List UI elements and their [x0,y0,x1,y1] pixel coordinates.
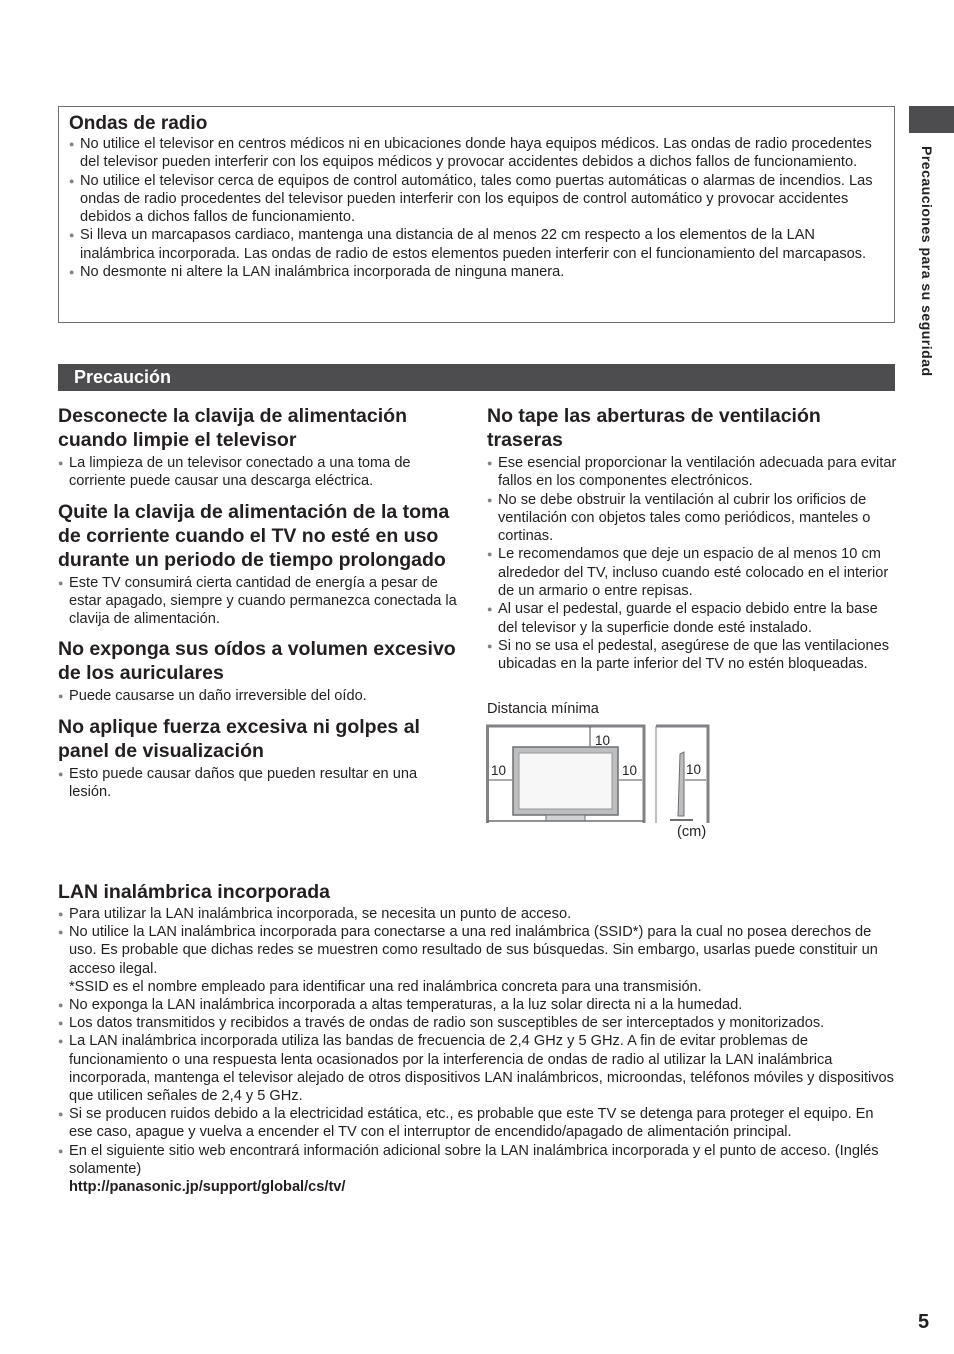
tv-screen [519,753,612,809]
list-item: ● Si se producen ruidos debido a la electricidad estática, etc., es probable que este TV se detenga para proteger el equipo. En ese caso, apague y vuelva a encender el TV con el interruptor de encendido/apagado de alimentación principal. [58,1105,898,1141]
radio-waves-title: Ondas de radio [69,113,208,134]
list-item: ● No exponga la LAN inalámbrica incorporada a altas temperaturas, a la luz solar directa ni a la humedad. [58,996,898,1014]
section-heading: Desconecte la clavija de alimentación cuando limpie el televisor [58,405,407,451]
section-list [58,687,458,705]
support-url-link[interactable]: http://panasonic.jp/support/global/cs/tv/ [69,1179,346,1196]
radio-waves-box [58,106,895,323]
caution-left-column [58,404,458,810]
list-item: ● La limpieza de un televisor conectado a una toma de corriente puede causar una descarga eléctrica. [58,454,458,491]
list-item: ● Le recomendamos que deje un espacio de al menos 10 cm alrededor del TV, incluso cuando esté colocado en el interior de un armario o entre repisas. [487,545,897,600]
list-item-text: No utilice la LAN inalámbrica incorporada para conectarse a una red inalámbrica (SSID*) para la cual no posea derechos de uso. Es probable que dichas redes se muestren como resultado de sus búsquedas. Sin embargo, usarlas puede constituir un acceso ilegal. [69,924,878,977]
list-item: ● Puede causarse un daño irreversible del oído. [58,687,458,705]
section-heading: No exponga sus oídos a volumen excesivo de los auriculares [58,638,456,685]
tv-stand [546,815,585,821]
list-item-text: En el siguiente sitio web encontrará información adicional sobre la LAN inalámbrica incorporada y el punto de acceso. (Inglés solamente) [69,1142,879,1177]
list-item [58,923,898,996]
list-item: ● Al usar el pedestal, guarde el espacio debido entre la base del televisor y la superficie donde esté instalado. [487,600,897,637]
wireless-lan-list [58,905,898,1196]
left-distance: 10 [491,763,507,778]
list-item: ● Los datos transmitidos y recibidos a través de ondas de radio son susceptibles de ser interceptados y monitorizados. [58,1014,898,1032]
caution-header-bar [58,364,895,391]
caution-title: Precaución [74,367,172,387]
section-tab [909,106,954,133]
diagram-caption: Distancia mínima [487,701,599,717]
list-item: ● La LAN inalámbrica incorporada utiliza las bandas de frecuencia de 2,4 GHz y 5 GHz. A fin de evitar problemas de funcionamiento o una respuesta lenta ocasionados por la interferencia de ondas de radio al utilizar la LAN inalámbrica incorporada, mantenga el televisor alejado de otros dispositivos LAN inalámbricos, microondas, teléfonos móviles y dispositivos que utilicen señales de 2,4 y 5 GHz. [58,1032,898,1105]
section-list [58,574,458,629]
list-item: ● No utilice el televisor cerca de equipos de control automático, tales como puertas automáticas o alarmas de incendios. Las ondas de radio procedentes del televisor pueden interferir con los equipos de control automático y provocar accidentes debidos a dichos fallos de funcionamiento. [69,172,884,227]
radio-waves-list [69,135,884,281]
list-item: ● Si lleva un marcapasos cardiaco, mantenga una distancia de al menos 22 cm respecto a los elementos de la LAN inalámbrica incorporada. Las ondas de radio de estos elementos pueden interferir con el funcionamiento del marcapasos. [69,226,884,263]
list-item: ● Esto puede causar daños que pueden resultar en una lesión. [58,765,458,802]
min-distance-diagram [486,724,712,824]
list-item: ● Ese esencial proporcionar la ventilación adecuada para evitar fallos en los componentes electrónicos. [487,454,897,491]
section-heading: No tape las aberturas de ventilación traseras [487,405,821,451]
list-item: ● Este TV consumirá cierta cantidad de energía a pesar de estar apagado, siempre y cuando permanezca conectada la clavija de alimentación. [58,574,458,629]
top-distance: 10 [595,733,611,748]
unit-label: (cm) [677,824,707,840]
caution-right-column [487,404,897,674]
section-list [58,454,458,491]
section-heading: Quite la clavija de alimentación de la toma de corriente cuando el TV no esté en uso durante un periodo de tiempo prolongado [58,500,450,571]
right-distance: 10 [622,763,638,778]
tv-side-icon [678,752,684,816]
section-list [58,765,458,802]
section-tab-label: Precauciones para su seguridad [919,146,935,377]
list-item: ● No utilice el televisor en centros médicos ni en ubicaciones donde haya equipos médicos. Las ondas de radio procedentes del televisor pueden interferir con los equipos médicos y provocar accidentes debidos a dichos fallos de funcionamiento. [69,135,884,172]
ssid-note: *SSID es el nombre empleado para identificar una red inalámbrica concreta para una transmisión. [69,978,702,995]
section-tab-label-wrap [909,146,939,436]
list-item: ● Para utilizar la LAN inalámbrica incorporada, se necesita un punto de acceso. [58,905,898,923]
page-number: 5 [918,1311,930,1333]
wireless-lan-section [58,880,898,1196]
list-item: ● No se debe obstruir la ventilación al cubrir los orificios de ventilación con objetos tales como periódicos, manteles o cortinas. [487,491,897,546]
ventilation-list [487,454,897,674]
rear-distance: 10 [686,762,702,777]
list-item [58,1142,898,1197]
list-item: ● Si no se usa el pedestal, asegúrese de que las ventilaciones ubicadas en la parte inferior del TV no estén bloqueadas. [487,637,897,674]
list-item: ● No desmonte ni altere la LAN inalámbrica incorporada de ninguna manera. [69,263,884,281]
section-heading: No aplique fuerza excesiva ni golpes al panel de visualización [58,715,420,762]
wireless-lan-title: LAN inalámbrica incorporada [58,881,330,903]
